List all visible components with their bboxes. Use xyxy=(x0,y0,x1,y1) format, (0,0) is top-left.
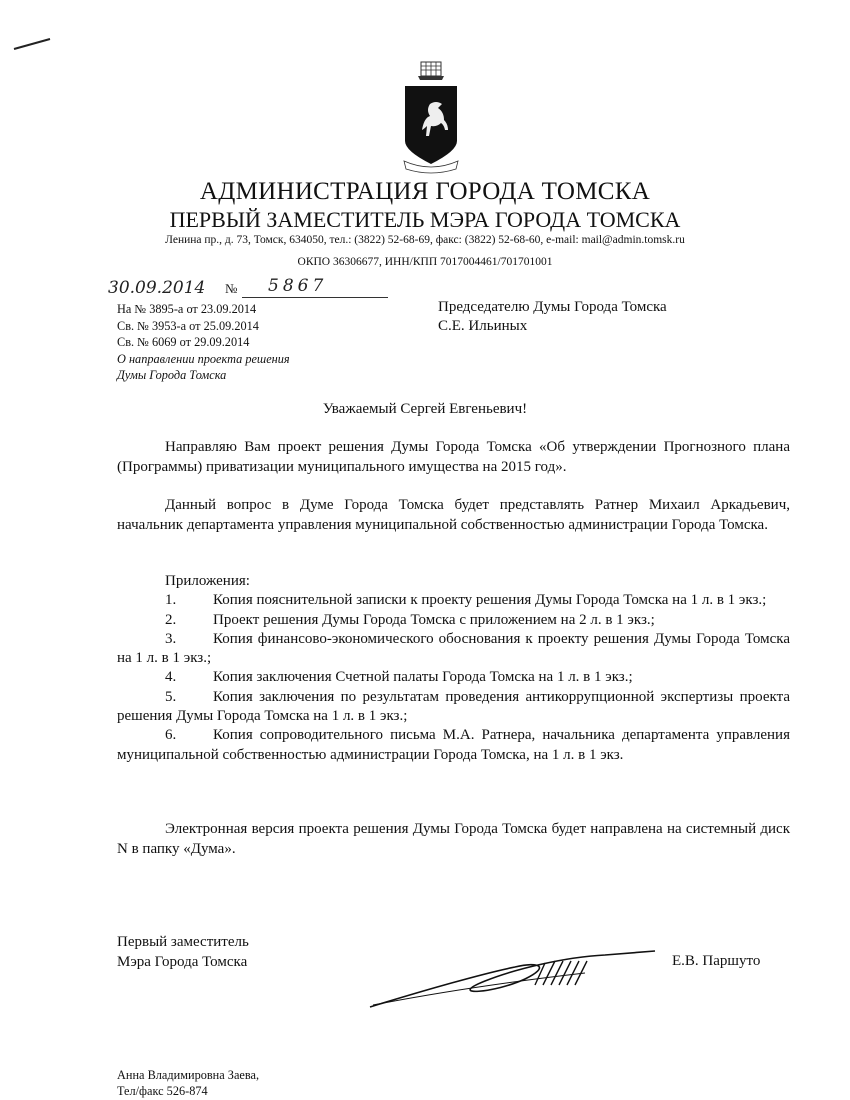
organization-subtitle: ПЕРВЫЙ ЗАМЕСТИТЕЛЬ МЭРА ГОРОДА ТОМСКА xyxy=(169,207,681,232)
registration-number: 5867 xyxy=(268,276,328,296)
greeting: Уважаемый Сергей Евгеньевич! xyxy=(322,401,528,417)
item-text: Копия заключения по результатам проведения антикоррупционной экспертизы проекта решения Думы Города Томска на 1 л. в 1 экз.; xyxy=(117,688,790,725)
executor-block xyxy=(117,1067,259,1099)
organization-title: АДМИНИСТРАЦИЯ ГОРОДА ТОМСКА xyxy=(199,178,651,205)
executor-name: Анна Владимировна Заева, xyxy=(117,1068,260,1082)
item-text: Копия сопроводительного письма М.А. Ратнера, начальника департамента управления муниципальной собственностью администрации Города Томска, на 1 л. в 1 экз. xyxy=(117,727,790,763)
subject-line: Думы Города Томска xyxy=(117,368,227,382)
item-number: 1. xyxy=(165,592,177,609)
attachments-title: Приложения: xyxy=(165,573,250,589)
executor-phone: Тел/факс 526-874 xyxy=(117,1084,208,1098)
item-text: Копия пояснительной записки к проекту решения Думы Города Томска на 1 л. в 1 экз.; xyxy=(213,592,767,609)
paragraph-1 xyxy=(117,438,790,477)
paragraph-text: Электронная версия проекта решения Думы Города Томска будет направлена на системный диск N в папку «Дума». xyxy=(117,821,790,857)
paragraph-2 xyxy=(117,496,790,535)
item-text: Копия финансово-экономического обоснования к проекту решения Думы Города Томска на 1 л. в 1 экз.; xyxy=(117,630,790,667)
attachment-item xyxy=(117,668,790,687)
registration-date: 30.09.2014 xyxy=(108,278,206,298)
addressee-position: Председателю Думы Города Томска xyxy=(438,299,667,315)
registration-line xyxy=(108,276,388,298)
signatory-position xyxy=(117,933,249,972)
paragraph-text: Направляю Вам проект решения Думы Города Томска «Об утверждении Прогнозного плана (Программы) приватизации муниципального имущества на 2015 год». xyxy=(117,439,790,475)
subject-line: О направлении проекта решения xyxy=(117,351,290,366)
attachment-item xyxy=(117,726,790,765)
attachment-item xyxy=(117,591,790,610)
item-text: Копия заключения Счетной палаты Города Томска на 1 л. в 1 экз.; xyxy=(213,669,633,686)
position-line: Первый заместитель xyxy=(117,934,249,950)
stray-pen-mark xyxy=(12,36,52,52)
closing-paragraph xyxy=(117,820,790,859)
addressee-name: С.Е. Ильиных xyxy=(438,318,528,334)
addressee-block xyxy=(438,298,667,336)
handwritten-signature xyxy=(365,945,665,1015)
number-underline xyxy=(242,297,388,298)
organization-codes: ОКПО 36306677, ИНН/КПП 7017004461/701701001 xyxy=(297,256,553,268)
item-number: 2. xyxy=(165,611,177,628)
item-number: 4. xyxy=(165,669,177,686)
reference-block xyxy=(117,301,290,384)
item-number: 3. xyxy=(165,630,177,647)
attachment-item xyxy=(117,688,790,727)
item-text: Проект решения Думы Города Томска с приложением на 2 л. в 1 экз.; xyxy=(213,611,655,628)
number-sign: № xyxy=(225,281,238,296)
reference-line: Св. № 6069 от 29.09.2014 xyxy=(117,335,250,349)
attachment-item xyxy=(117,611,790,630)
attachments-list xyxy=(117,572,790,765)
reference-line: Св. № 3953-а от 25.09.2014 xyxy=(117,318,259,333)
reference-line: На № 3895-а от 23.09.2014 xyxy=(117,302,257,316)
paragraph-text: Данный вопрос в Думе Города Томска будет представлять Ратнер Михаил Аркадьевич, начальник департамента управления муниципальной собственностью администрации Города Томска. xyxy=(117,497,790,533)
coat-of-arms-emblem xyxy=(400,58,462,176)
item-number: 6. xyxy=(165,727,177,744)
attachment-item xyxy=(117,630,790,669)
organization-address: Ленина пр., д. 73, Томск, 634050, тел.: (3822) 52-68-69, факс: (3822) 52-68-60, e-mail: mail@admin.tomsk.ru xyxy=(165,234,685,246)
signatory-name: Е.В. Паршуто xyxy=(672,953,761,969)
position-line: Мэра Города Томска xyxy=(117,953,248,970)
item-number: 5. xyxy=(165,688,177,705)
